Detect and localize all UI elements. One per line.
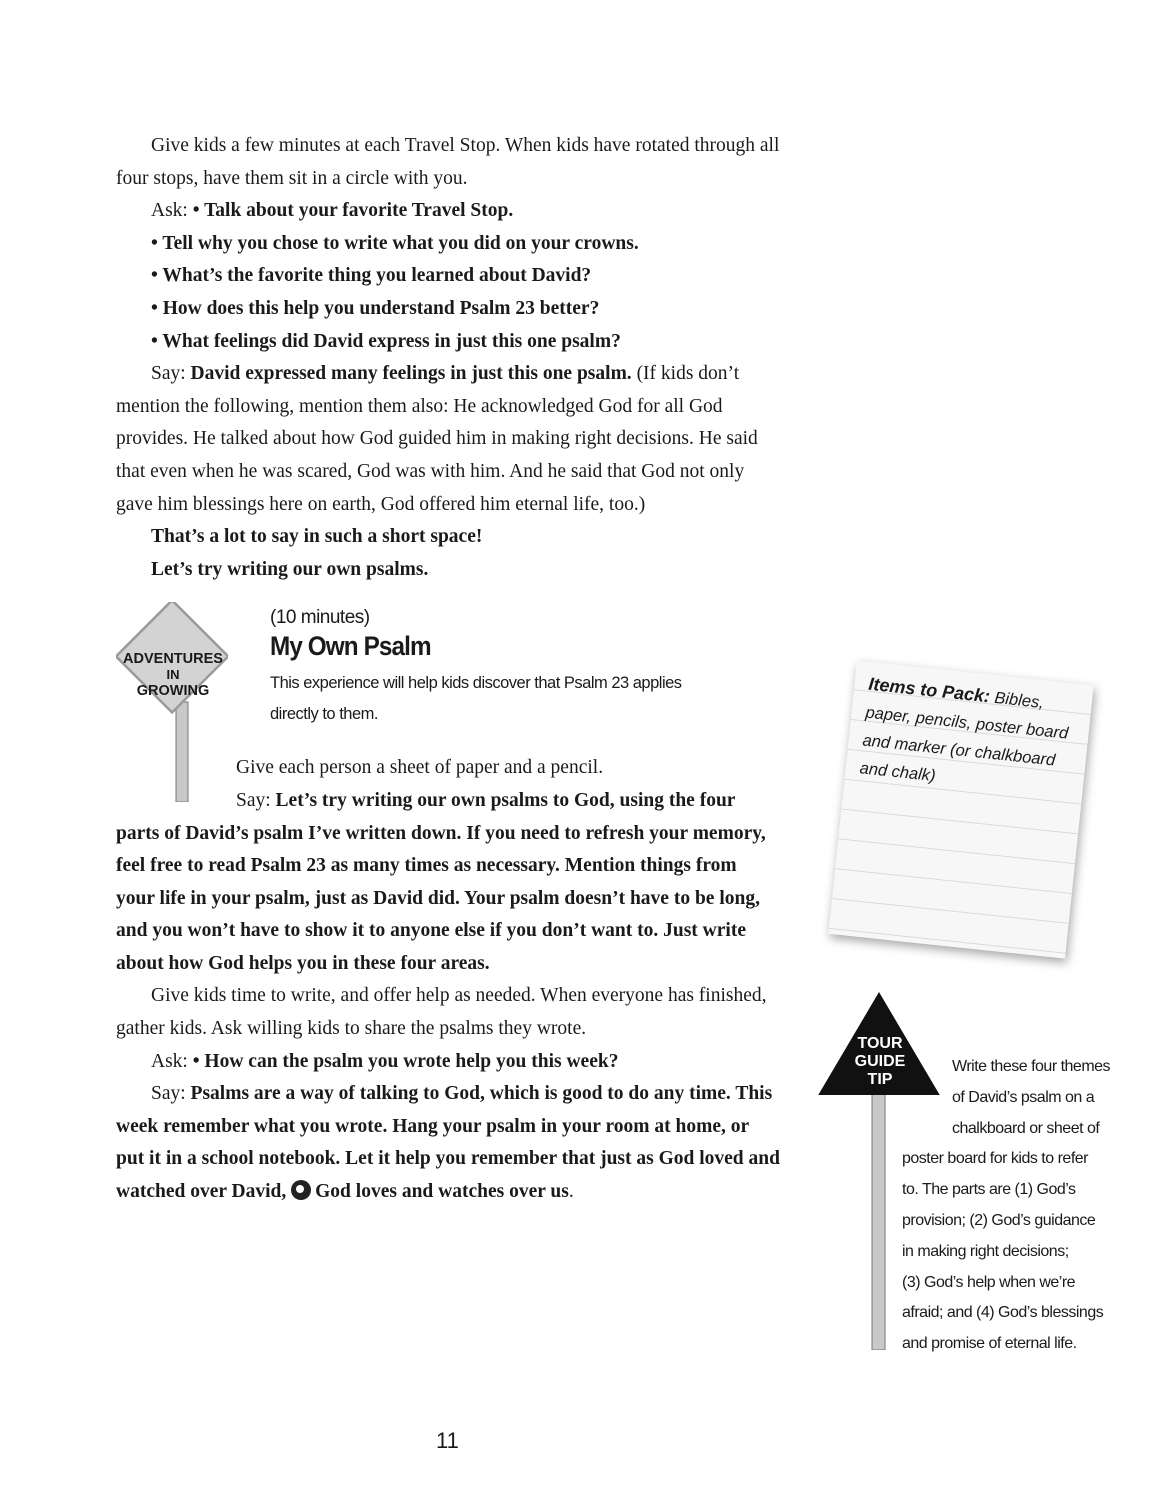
items-to-pack-note <box>828 660 1093 958</box>
tour-guide-tip-text: Write these four themes of David’s psalm on a chalkboard or sheet of poster board for kids to refer to. The parts are (1) God’s provision; (2) God’s guidance in making right decisions; (3) God’s help when we’re afraid; and (4) God’s blessings and promise of eternal life. <box>902 1058 1111 1353</box>
question: • What’s the favorite thing you learned about David? <box>151 265 592 287</box>
intro-paragraph: Give kids a few minutes at each Travel Stop. When kids have rotated through all four stops, have them sit in a circle with you. <box>116 135 780 189</box>
section-description: This experience will help kids discover that Psalm 23 applies directly to them. <box>270 674 682 724</box>
note-title: Items to Pack: <box>867 673 992 707</box>
say-paragraph: Say: Psalms are a way of talking to God, which is good to do any time. This week remember what you wrote. Hang your psalm in your room at home, or put it in a school notebook. Let it help you remember that just as God loved and watched over David, God loves and watches over us. <box>116 1083 780 1203</box>
section-header <box>116 602 780 752</box>
main-column <box>116 130 780 1209</box>
ask-line: Ask: • How can the psalm you wrote help you this week? <box>151 1050 619 1072</box>
question: • What feelings did David express in just this one psalm? <box>151 330 621 352</box>
tip-sign-line: TOUR <box>857 1035 903 1052</box>
say-paragraph: Say: David expressed many feelings in just this one psalm. (If kids don’t mention the following, mention them also: He acknowledged God for all God provides. He talked about how God guided him in making right decisions. He said that even when he was scared, God was with him. And he said that God not only gave him blessings here on earth, God offered him eternal life, too.) <box>116 363 758 515</box>
instruction-paragraph: Give kids time to write, and offer help as needed. When everyone has finished, gather kids. Ask willing kids to share the psalms they wrote. <box>116 985 767 1040</box>
bold-line: That’s a lot to say in such a short space! <box>151 526 483 548</box>
tip-sign-line: TIP <box>867 1071 893 1088</box>
page-number: 11 <box>436 1428 459 1453</box>
note-text: Bibles, paper, pencils, poster board and marker (or chalkboard and chalk) <box>858 688 1070 786</box>
question: • Tell why you chose to write what you did on your crowns. <box>151 232 639 254</box>
question: • How does this help you understand Psalm 23 better? <box>151 297 600 319</box>
section-time: (10 minutes) <box>270 607 370 629</box>
section-title: My Own Psalm <box>270 631 431 662</box>
adventures-sign-icon <box>116 602 228 802</box>
instruction-paragraph: Give each person a sheet of paper and a pencil. <box>236 757 604 779</box>
sign-line: GROWING <box>136 683 210 700</box>
bold-line: Let’s try writing our own psalms. <box>151 558 429 580</box>
ask-line: Ask: • Talk about your favorite Travel Stop. <box>151 200 514 222</box>
tip-sign-line: GUIDE <box>854 1053 906 1070</box>
sign-line: ADVENTURES <box>123 651 223 668</box>
sign-line: IN <box>166 667 180 683</box>
bulb-icon <box>291 1180 311 1200</box>
say-paragraph: Say: Let’s try writing our own psalms to God, using the four parts of David’s psalm I’ve written down. If you need to refresh your memory, feel free to read Psalm 23 as many times as necessary. Mention things from your life in your psalm, just as David did. Your psalm doesn’t have to be long, and you won’t have to show it to anyone else if you don’t want to. Just write about how God helps you in these four areas. <box>116 789 766 974</box>
